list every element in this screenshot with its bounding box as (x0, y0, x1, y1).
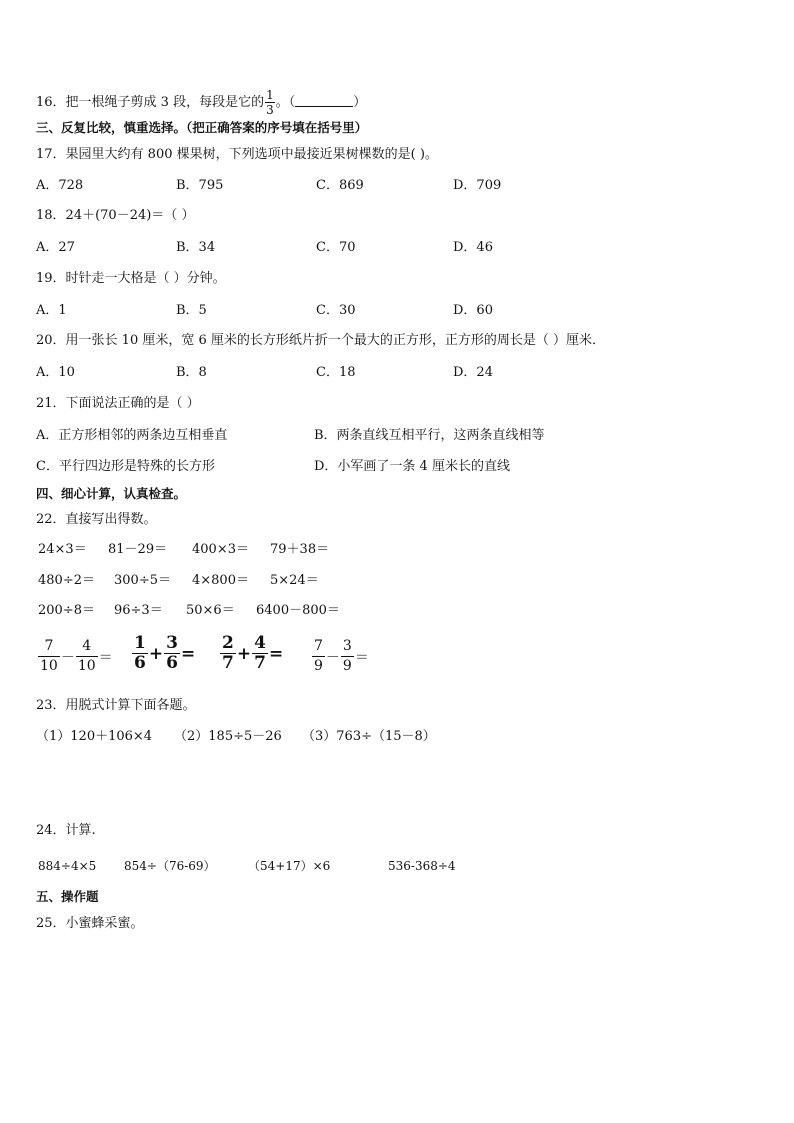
q21-option-a[interactable]: A．正方形相邻的两条边互相垂直 (36, 428, 228, 443)
fraction-expression: $\frac{7}{10}$ － $\frac{4}{10}$ ＝ (40, 638, 113, 674)
calc-item: 50×6＝ (186, 603, 235, 618)
q17-option-d[interactable]: D．709 (453, 178, 502, 193)
q18-option-b[interactable]: B．34 (176, 240, 216, 255)
calc-item: 96÷3＝ (114, 603, 163, 618)
fraction-expression: $\frac{7}{9}$ － $\frac{3}{9}$ ＝ (314, 638, 369, 674)
question-25: 25．小蜜蜂采蜜。 (36, 916, 144, 931)
question-16: 16．把一根绳子剪成 3 段，每段是它的 $\frac{1}{3}$ 。（ ） (36, 88, 367, 117)
fraction-expression: $\frac{2}{7}$ + $\frac{4}{7}$ = (222, 633, 284, 673)
q20-option-d[interactable]: D．24 (453, 365, 493, 380)
q17-option-b[interactable]: B．795 (176, 178, 224, 193)
calc-item: 81－29＝ (108, 542, 168, 557)
question-24: 24．计算. (36, 823, 96, 838)
question-16-text: 16．把一根绳子剪成 3 段，每段是它的 (36, 95, 265, 110)
q24-item-1: 884÷4×5 (38, 859, 97, 873)
calc-item: 24×3＝ (38, 542, 87, 557)
section-3-heading: 三、反复比较，慎重选择。（把正确答案的序号填在括号里） (36, 120, 368, 135)
q18-option-c[interactable]: C．70 (316, 240, 356, 255)
q19-option-d[interactable]: D．60 (453, 303, 493, 318)
question-23: 23．用脱式计算下面各题。 (36, 698, 196, 713)
q23-item-1: （1）120＋106×4 (36, 729, 153, 744)
calc-item: 5×24＝ (270, 573, 319, 588)
q20-option-c[interactable]: C．18 (316, 365, 356, 380)
question-19: 19．时针走一大格是（ ）分钟。 (36, 271, 226, 286)
q21-option-d[interactable]: D．小军画了一条 4 厘米长的直线 (314, 459, 510, 474)
question-18: 18．24＋(70－24)＝（ ） (36, 208, 195, 223)
q19-option-b[interactable]: B．5 (176, 303, 207, 318)
q18-option-a[interactable]: A．27 (36, 240, 75, 255)
q23-item-2: （2）185÷5－26 (174, 729, 282, 744)
calc-item: 200÷8＝ (38, 603, 95, 618)
calc-item: 4×800＝ (192, 573, 249, 588)
q17-option-c[interactable]: C．869 (316, 178, 364, 193)
question-20: 20．用一张长 10 厘米，宽 6 厘米的长方形纸片折一个最大的正方形，正方形的周长是（ ）厘米． (36, 333, 606, 348)
question-21: 21．下面说法正确的是（ ） (36, 396, 200, 411)
calc-item: 79＋38＝ (270, 542, 330, 557)
q24-item-2: 854÷（76-69） (124, 859, 216, 873)
question-17: 17．果园里大约有 800 棵果树，下列选项中最接近果树棵数的是( )。 (36, 147, 438, 162)
q21-option-c[interactable]: C．平行四边形是特殊的长方形 (36, 459, 215, 474)
calc-item: 480÷2＝ (38, 573, 95, 588)
question-22: 22．直接写出得数。 (36, 512, 157, 527)
q24-item-3: （54+17）×6 (248, 859, 331, 873)
q19-option-a[interactable]: A．1 (36, 303, 67, 318)
calc-item: 300÷5＝ (114, 573, 171, 588)
q18-option-d[interactable]: D．46 (453, 240, 493, 255)
q17-option-a[interactable]: A．728 (36, 178, 84, 193)
fraction-expression: $\frac{1}{6}$ + $\frac{3}{6}$ = (134, 633, 196, 673)
q19-option-c[interactable]: C．30 (316, 303, 356, 318)
q20-option-a[interactable]: A．10 (36, 365, 75, 380)
q20-option-b[interactable]: B．8 (176, 365, 207, 380)
section-5-heading: 五、操作题 (36, 889, 99, 904)
q21-option-b[interactable]: B．两条直线互相平行，这两条直线相等 (314, 428, 545, 443)
answer-blank[interactable] (295, 94, 353, 107)
q23-item-3: （3）763÷（15－8） (302, 729, 436, 744)
calc-item: 400×3＝ (192, 542, 249, 557)
calc-item: 6400－800＝ (256, 603, 340, 618)
q24-item-4: 536-368÷4 (388, 859, 456, 873)
section-4-heading: 四、细心计算，认真检查。 (36, 486, 187, 501)
fraction-one-third: $\frac{1}{3}$ (266, 88, 274, 117)
